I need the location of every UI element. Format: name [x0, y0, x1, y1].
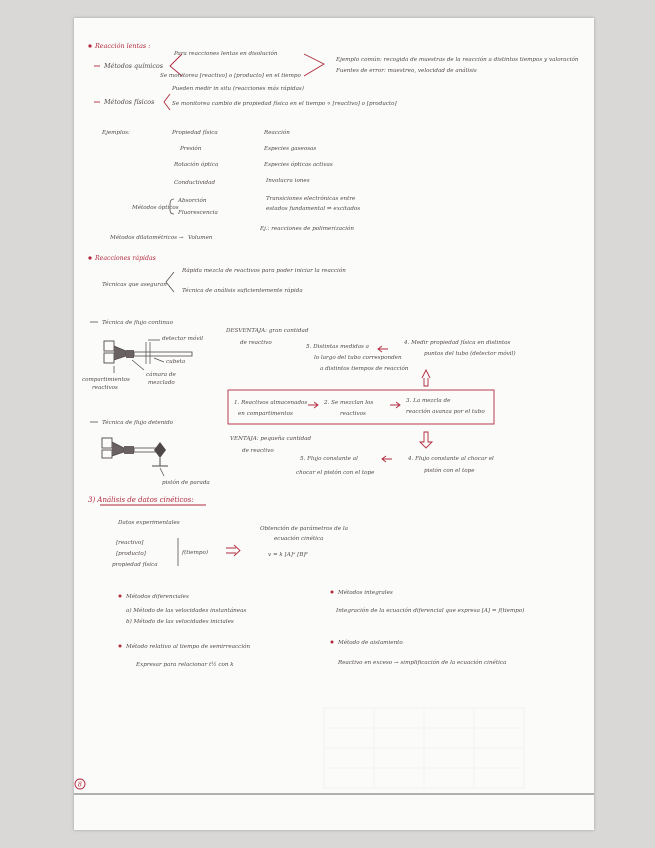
- ejemplos-prop-3: Conductividad: [174, 180, 216, 186]
- f-tiempo: f(tiempo): [182, 550, 209, 556]
- opticos-fluorescencia: Fluorescencia: [178, 210, 218, 216]
- ejemplos-reac-1: Especies gaseosas: [264, 146, 317, 152]
- quimicos-item-1: Para reacciones lentas en disolución: [174, 51, 278, 57]
- paso-1a: 1. Reactivos almacenados: [234, 400, 308, 406]
- continuo-paso-4a: 4. Medir propiedad física en distintos: [404, 340, 511, 346]
- ejemplo-polimerizacion: Ej.: reacciones de polimerización: [260, 226, 355, 232]
- handwritten-notes: [74, 18, 594, 830]
- paso-3a: 3. La mezcla de: [406, 398, 451, 404]
- dato-propiedad-fisica: propiedad física: [112, 562, 158, 568]
- label-compartimientos-1: compartimientos: [82, 377, 130, 383]
- fisicos-item: Se monitorea cambio de propiedad física en el tiempo ∝ [reactivo] o [producto]: [172, 101, 397, 107]
- diferencial-b: b) Método de las velocidades iniciales: [126, 619, 234, 625]
- diferencial-a: a) Método de las velocidades instantáneas: [126, 608, 247, 614]
- ejemplos-reac-3: Involucra iones: [266, 178, 310, 184]
- detenido-paso-4b: pistón con el tope: [424, 468, 475, 474]
- ejemplos-header-propiedad: Propiedad física: [172, 130, 218, 136]
- bullet-dot: [331, 591, 334, 594]
- label-detector-movil: detector móvil: [162, 336, 204, 342]
- continuo-paso-5b: lo largo del tubo corresponden: [314, 355, 402, 361]
- arrow-left: [378, 346, 388, 352]
- metodos-diferenciales: Métodos diferenciales: [126, 594, 189, 600]
- ejemplos-prop-2: Rotación óptica: [174, 162, 219, 168]
- arrow-left: [382, 456, 392, 462]
- arrow-right: [308, 402, 318, 408]
- ejemplos-label: Ejemplos:: [102, 130, 130, 136]
- ejemplos-header-reaccion: Reacción: [264, 130, 290, 136]
- brace-fisicos: [164, 94, 170, 110]
- quimicos-ejemplo: Ejemplo común: recogida de muestras de la reacción a distintos tiempos y valoración: [336, 57, 579, 63]
- continuo-paso-4b: puntos del tubo (detector móvil): [424, 351, 516, 357]
- label-camara-2: mezclado: [148, 380, 175, 386]
- paso-1b: en compartimentos: [238, 411, 293, 417]
- notebook-page: [74, 18, 594, 830]
- label-metodos-quimicos: Métodos químicos: [104, 62, 164, 70]
- continuo-paso-5c: a distintos tiempos de reacción: [320, 366, 409, 372]
- tecnicas-que-aseguran: Técnicas que aseguran: [102, 282, 167, 288]
- ventaja-1: VENTAJA: pequeña cantidad: [230, 436, 312, 442]
- detenido-paso-4a: 4. Flujo constante al chocar el: [408, 456, 494, 462]
- dato-producto: [producto]: [116, 551, 146, 557]
- ejemplos-reac-2: Especies ópticas activas: [264, 162, 333, 168]
- desventaja-1: DESVENTAJA: gran cantidad: [226, 328, 309, 334]
- continuo-paso-5a: 5. Distintas medidas a: [306, 344, 370, 350]
- detenido-paso-5b: chocar el pistón con el tope: [296, 470, 375, 476]
- bullet-dot: [331, 641, 334, 644]
- fisicos-note: Pueden medir in situ (reacciones más rápidas): [172, 86, 304, 92]
- heading-reacciones-lentas: Reacción lentas :: [95, 42, 151, 50]
- page-number: 8: [77, 780, 82, 789]
- detenido-paso-5a: 5. Flujo constante al: [300, 456, 358, 462]
- label-metodos-fisicos: Métodos físicos: [104, 98, 155, 106]
- opticos-absorcion: Absorción: [178, 198, 207, 204]
- aislamiento-desc: Reactivo en exceso → simplificación de la ecuación cinética: [338, 660, 507, 666]
- desventaja-2: de reactivo: [240, 340, 272, 346]
- datos-experimentales: Datos experimentales: [118, 520, 180, 526]
- title-flujo-continuo: Técnica de flujo continuo: [102, 320, 173, 326]
- quimicos-item-2: Se monitorea [reactivo] o [producto] en el tiempo: [160, 73, 301, 79]
- ventaja-2: de reactivo: [242, 448, 274, 454]
- label-piston-parada: pistón de parada: [162, 480, 210, 486]
- obtencion-1: Obtención de parámetros de la: [260, 526, 348, 532]
- obtencion-2: ecuación cinética: [274, 536, 324, 542]
- double-arrow-right: [226, 545, 240, 556]
- bleed-through-table: [324, 708, 524, 788]
- heading-reacciones-rapidas: Reacciones rápidas: [95, 255, 156, 262]
- integrales-desc: Integración de la ecuación diferencial que expresa [A] = f(tiempo): [336, 608, 525, 614]
- label-compartimientos-2: reactivos: [92, 385, 118, 391]
- arrow-right: [390, 402, 400, 408]
- metodo-semirreaccion: Método relativo al tiempo de semirreacción: [126, 644, 251, 650]
- paso-2a: 2. Se mezclan los: [324, 400, 374, 406]
- ejemplos-prop-1: Presión: [180, 146, 202, 152]
- ecuacion-cinetica: v = k [A]ᵅ [B]ᵝ: [268, 552, 308, 558]
- heading-analisis-datos: 3) Análisis de datos cinéticos:: [88, 496, 194, 504]
- transiciones-1: Transiciones electrónicas entre: [266, 196, 356, 202]
- hollow-arrow-down: [420, 432, 432, 448]
- metodos-dilatometricos: Métodos dilatométricos →: [110, 235, 184, 241]
- chevron-quimicos: [304, 54, 324, 76]
- metodos-opticos-label: Métodos ópticos: [132, 205, 179, 211]
- transiciones-2: estados fundamental ⇌ excitados: [266, 206, 361, 212]
- brace-tecnicas: [166, 272, 174, 292]
- pasos-box: [228, 390, 494, 424]
- dato-reactivo: [reactivo]: [116, 540, 144, 546]
- bullet-dot: [88, 256, 91, 259]
- hollow-arrow-up: [422, 370, 430, 386]
- label-cubeta: cubeta: [166, 359, 186, 365]
- paso-3b: reacción avanza por el tubo: [406, 409, 485, 415]
- bullet-dot: [119, 595, 122, 598]
- metodos-integrales: Métodos integrales: [338, 590, 393, 596]
- semirreaccion-desc: Expresar para relacionar t½ con k: [136, 662, 234, 668]
- paso-2b: reactivos: [340, 411, 366, 417]
- dilatometricos-volumen: Volumen: [188, 235, 213, 241]
- tecnica-analisis-rapido: Técnica de análisis suficientemente rápida: [182, 288, 303, 294]
- title-flujo-detenido: Técnica de flujo detenido: [102, 420, 174, 426]
- metodo-aislamiento: Método de aislamiento: [338, 640, 403, 646]
- flujo-detenido-apparatus-icon: [102, 438, 168, 466]
- bullet-dot: [119, 645, 122, 648]
- quimicos-fuentes-error: Fuentes de error: muestreo, velocidad de análisis: [336, 68, 477, 74]
- label-camara-1: cámara de: [146, 372, 176, 378]
- tecnica-rapida-mezcla: Rápida mezcla de reactivos para poder iniciar la reacción: [182, 268, 346, 274]
- bullet-dot: [88, 44, 91, 47]
